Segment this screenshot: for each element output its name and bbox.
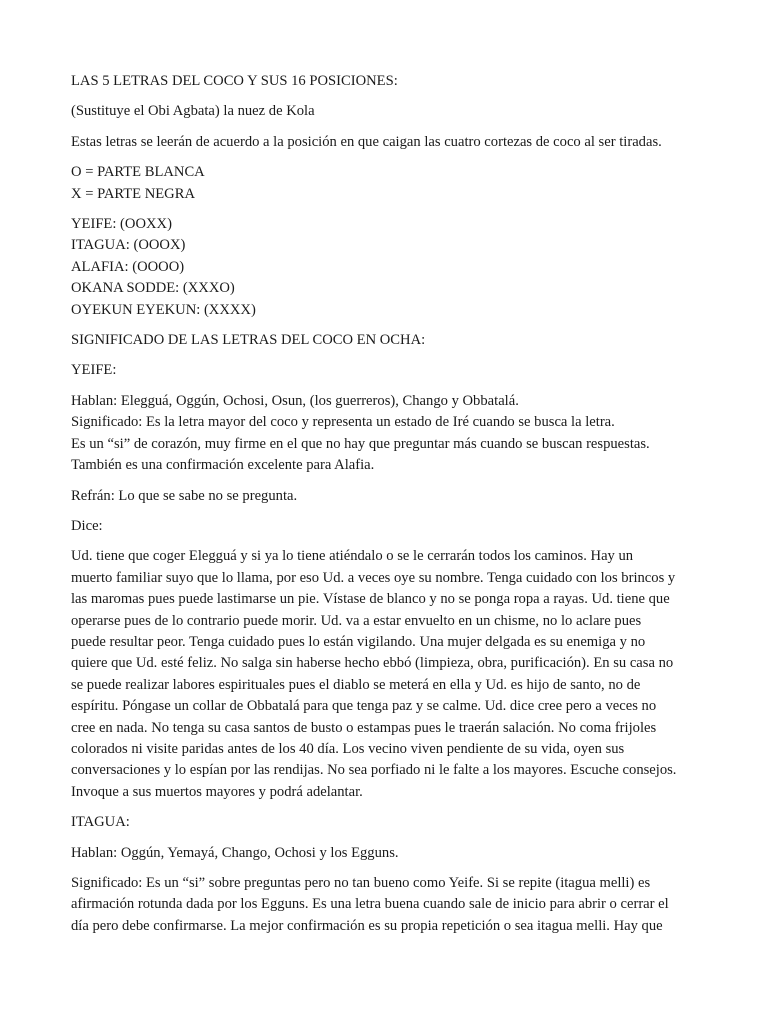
legend-black: X = PARTE NEGRA bbox=[71, 185, 195, 202]
intro-paragraph: Estas letras se leerán de acuerdo a la posición en que caigan las cuatro cortezas de coco al ser tiradas. bbox=[71, 133, 662, 150]
section-heading: SIGNIFICADO DE LAS LETRAS DEL COCO EN OCHA: bbox=[71, 332, 426, 349]
letters-list bbox=[71, 214, 711, 321]
yeife-significado: Significado: Es la letra mayor del coco y representa un estado de Iré cuando se busca la letra. bbox=[71, 414, 615, 431]
dice-line: colorados ni visite paridas antes de los 40 día. Los vecino viven pendiente de su vida, oyen sus bbox=[71, 740, 625, 757]
yeife-hablan: Hablan: Elegguá, Oggún, Ochosi, Osun, (los guerreros), Chango y Obbatalá. bbox=[71, 392, 519, 409]
dice-line: muerto familiar suyo que lo llama, por eso Ud. a veces oye su nombre. Tenga cuidado con los brincos y bbox=[71, 569, 676, 586]
itagua-heading: ITAGUA: bbox=[71, 814, 130, 831]
dice-line: quiere que Ud. esté feliz. No salga sin haberse hecho ebbó (limpieza, obra, purificación). En su casa no bbox=[71, 655, 674, 672]
yeife-confirmacion: También es una confirmación excelente para Alafia. bbox=[71, 457, 375, 474]
legend-block bbox=[71, 162, 711, 205]
itagua-significado-paragraph bbox=[71, 873, 711, 937]
itagua-line: Significado: Es un “si” sobre preguntas pero no tan bueno como Yeife. Si se repite (itagua melli) es bbox=[71, 875, 651, 891]
letter-oyekun-eyekun: OYEKUN EYEKUN: (XXXX) bbox=[71, 301, 256, 318]
dice-line: conversaciones y lo espían por las rendijas. No sea porfiado ni le falte a los mayores. Escuche consejos. bbox=[71, 762, 677, 779]
dice-line: Ud. tiene que coger Elegguá y si ya lo tiene atiéndalo o se le cerrarán todos los caminos. Hay un bbox=[71, 548, 634, 565]
yeife-heading: YEIFE: bbox=[71, 362, 117, 379]
yeife-dice-paragraph bbox=[71, 546, 711, 803]
dice-line: Invoque a sus muertos mayores y podrá adelantar. bbox=[71, 783, 363, 800]
dice-line: las maromas pues puede lastimarse un pie. Vístase de blanco y no se ponga ropa a rayas. Ud. tiene que bbox=[71, 591, 670, 608]
dice-line: se puede realizar labores espirituales pues el diablo se meterá en ella y Ud. es hijo de santo, no de bbox=[71, 676, 641, 693]
document-page bbox=[71, 71, 711, 946]
dice-line: cree en nada. No tenga su casa santos de busto o estampas pues le traerán salación. No coma frijoles bbox=[71, 719, 657, 736]
letter-itagua: ITAGUA: (OOOX) bbox=[71, 237, 186, 254]
dice-line: operarse pues de lo contrario puede morir. Ud. va a estar envuelto en un chisme, no lo aclare pues bbox=[71, 612, 642, 629]
yeife-details bbox=[71, 391, 711, 477]
yeife-refran: Refrán: Lo que se sabe no se pregunta. bbox=[71, 487, 298, 504]
document-subtitle: (Sustituye el Obi Agbata) la nuez de Kola bbox=[71, 103, 315, 120]
itagua-line: día pero debe confirmarse. La mejor confirmación es su propia repetición o sea itagua melli. Hay que bbox=[71, 917, 663, 934]
yeife-dice-label: Dice: bbox=[71, 517, 103, 534]
letter-yeife: YEIFE: (OOXX) bbox=[71, 216, 172, 233]
legend-white: O = PARTE BLANCA bbox=[71, 164, 205, 181]
letter-okana-sodde: OKANA SODDE: (XXXO) bbox=[71, 280, 235, 297]
dice-line: puede resultar peor. Tenga cuidado pues lo están vigilando. Una mujer delgada es su enemiga y no bbox=[71, 633, 646, 650]
letter-alafia: ALAFIA: (OOOO) bbox=[71, 258, 185, 275]
yeife-si-corazon: Es un “si” de corazón, muy firme en el que no hay que preguntar más cuando se buscan respuestas. bbox=[71, 435, 650, 452]
document-title: LAS 5 LETRAS DEL COCO Y SUS 16 POSICIONES: bbox=[71, 73, 398, 89]
dice-line: espíritu. Póngase un collar de Obbatalá para que tenga paz y se calme. Ud. dice cree pero a veces no bbox=[71, 698, 657, 715]
itagua-hablan: Hablan: Oggún, Yemayá, Chango, Ochosi y los Egguns. bbox=[71, 844, 399, 861]
itagua-line: afirmación rotunda dada por los Egguns. Es una letra buena cuando sale de inicio para abrir o cerrar el bbox=[71, 896, 669, 913]
